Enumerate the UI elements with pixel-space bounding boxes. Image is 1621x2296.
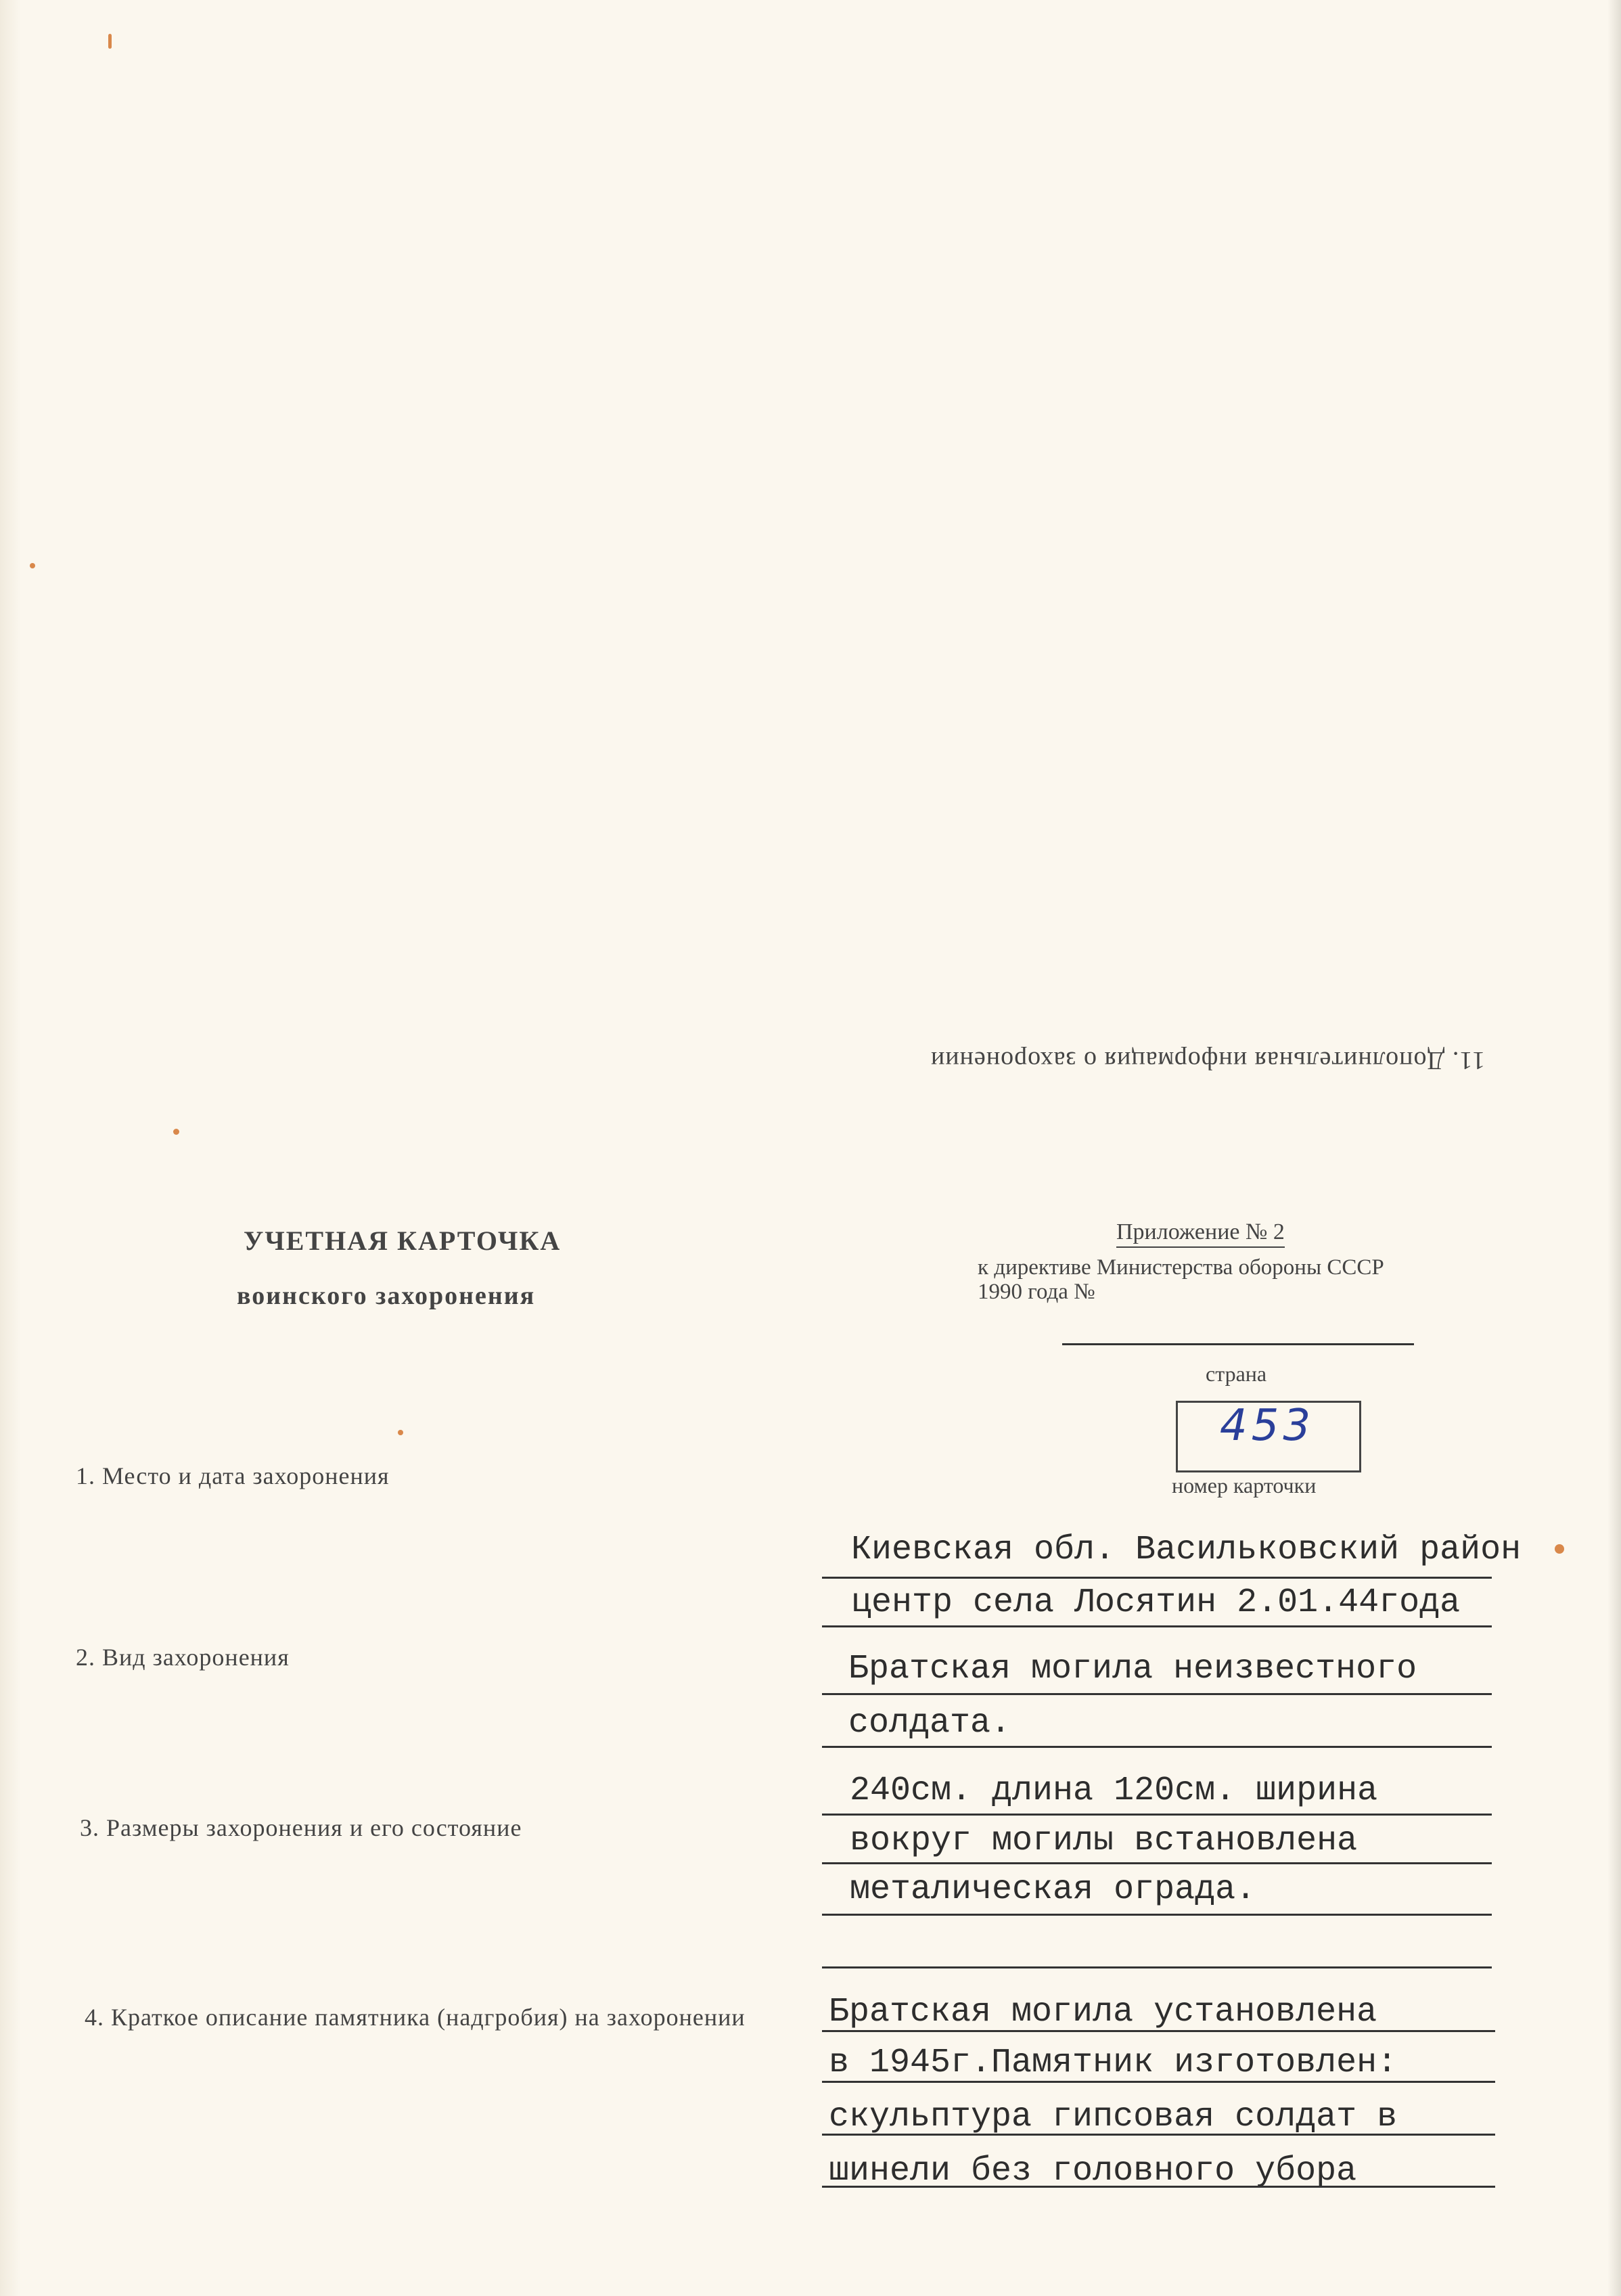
field-label-burial-type: 2. Вид захоронения bbox=[76, 1644, 290, 1671]
field-rule bbox=[822, 1746, 1492, 1748]
field-rule bbox=[822, 1966, 1492, 1968]
directive-line-1: к директиве Министерства обороны СССР bbox=[978, 1255, 1384, 1280]
section11-heading-inverted: 11. Дополнительная информация о захоронении bbox=[930, 1046, 1485, 1075]
typed-line: металическая ограда. bbox=[850, 1870, 1256, 1909]
card-title: УЧЕТНАЯ КАРТОЧКА bbox=[244, 1225, 562, 1256]
country-field-line bbox=[1062, 1343, 1414, 1345]
paper-stain bbox=[1555, 1544, 1564, 1554]
typed-line: скульптура гипсовая солдат в bbox=[829, 2098, 1398, 2136]
card-number-handwritten: 453 bbox=[1219, 1401, 1315, 1451]
paper-stain bbox=[108, 34, 112, 49]
field-rule bbox=[822, 1693, 1492, 1695]
field-rule bbox=[822, 1862, 1492, 1864]
field-rule bbox=[822, 2081, 1495, 2083]
typed-line: Братская могила неизвестного bbox=[848, 1650, 1417, 1688]
appendix-label: Приложение № 2 bbox=[1116, 1219, 1285, 1248]
typed-line: в 1945г.Памятник изготовлен: bbox=[829, 2044, 1398, 2082]
country-label: страна bbox=[1206, 1361, 1267, 1386]
field-rule bbox=[822, 1814, 1492, 1816]
card-subtitle: воинского захоронения bbox=[237, 1282, 536, 1310]
paper-stain bbox=[398, 1430, 403, 1435]
field-rule bbox=[822, 1914, 1492, 1916]
typed-line: вокруг могилы встановлена bbox=[850, 1822, 1358, 1860]
paper-stain bbox=[30, 563, 35, 568]
field-rule bbox=[822, 2186, 1495, 2188]
typed-line: шинели без головного убора bbox=[829, 2152, 1357, 2190]
field-label-burial-place-date: 1. Место и дата захоронения bbox=[76, 1462, 390, 1489]
field-rule bbox=[822, 1625, 1492, 1627]
typed-line: Братская могила установлена bbox=[829, 1993, 1377, 2031]
field-label-monument-description: 4. Краткое описание памятника (надгробия) на захоронении bbox=[85, 2004, 746, 2031]
field-rule bbox=[822, 2030, 1495, 2032]
directive-reference bbox=[978, 1255, 1384, 1304]
field-rule bbox=[822, 1577, 1492, 1579]
card-number-label: номер карточки bbox=[1172, 1473, 1317, 1498]
paper-stain bbox=[173, 1129, 179, 1135]
typed-line: Киевская обл. Васильковский район bbox=[851, 1531, 1522, 1569]
typed-line: 240см. длина 120см. ширина bbox=[850, 1772, 1378, 1810]
typed-line: центр села Лосятин 2.01.44года bbox=[851, 1583, 1461, 1622]
typed-line: солдата. bbox=[848, 1704, 1011, 1742]
field-rule bbox=[822, 2134, 1495, 2136]
field-label-burial-size-condition: 3. Размеры захоронения и его состояние bbox=[80, 1814, 522, 1841]
directive-line-2: 1990 года № bbox=[978, 1280, 1095, 1304]
